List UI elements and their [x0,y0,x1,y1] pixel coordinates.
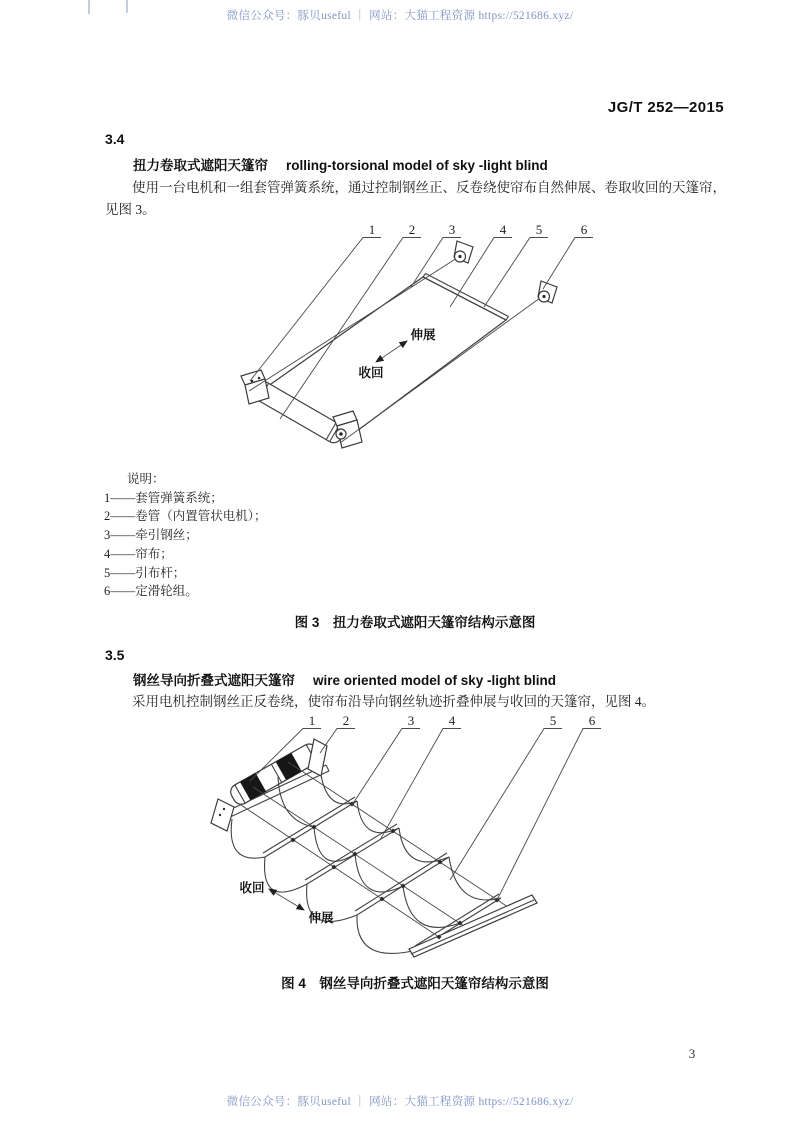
figure4-callout-2: 2 [342,713,350,728]
figure4-callout-1: 1 [308,713,316,728]
legend-title: 说明： [127,472,165,486]
legend-item: 5——引布杆； [104,565,186,580]
figure3-callout-6: 6 [580,222,588,237]
definition-3-4-line1: 使用一台电机和一组套管弹簧系统，通过控制钢丝正、反卷绕使帘布自然伸展、卷取收回的天篷帘， [132,180,726,195]
figure4-callout-6: 6 [588,713,596,728]
term-3-5-cn: 钢丝导向折叠式遮阳天篷帘 [133,673,295,688]
extend-label: 伸展 [308,911,334,925]
figure3-callout-2: 2 [408,222,416,237]
figure3-callout-1: 1 [368,222,376,237]
page-number: 3 [688,1046,696,1061]
legend-item: 2——卷管（内置管状电机）； [104,509,267,524]
term-3-5 [133,669,556,689]
definition-3-4 [105,177,733,220]
figure3-callout-5: 5 [535,222,543,237]
guide-wires [238,762,508,937]
section-number-3-4: 3.4 [105,131,125,147]
term-3-4-en: rolling-torsional model of sky -light blind [286,158,548,173]
definition-3-4-line2: 见图 3。 [105,201,156,217]
figure4-callout-5: 5 [549,713,557,728]
legend-item: 6——定滑轮组。 [104,584,198,599]
fixed-pulley-2 [538,281,557,303]
figure3-caption: 图 3 扭力卷取式遮阳天篷帘结构示意图 [294,615,536,630]
extend-label: 伸展 [410,328,436,342]
roller-motor-tube [228,741,323,807]
definition-3-5-line1: 采用电机控制钢丝正反卷绕，使帘布沿导向钢丝轨迹折叠伸展与收回的天篷帘，见图 4。 [132,694,656,709]
definition-3-5 [105,691,733,713]
legend-item: 3——牵引钢丝； [104,528,198,543]
figure4-callout-4: 4 [448,713,456,728]
figure4-callout-3: 3 [407,713,415,728]
legend-item: 1——套管弹簧系统； [104,490,223,505]
standard-number: JG/T 252—2015 [607,99,724,116]
figure4-caption: 图 4 钢丝导向折叠式遮阳天篷帘结构示意图 [281,976,549,991]
figure3-callout-4: 4 [499,222,507,237]
figure3-callout-3: 3 [448,222,456,237]
legend-item: 4——帘布； [104,546,173,561]
term-3-5-en: wire oriented model of sky -light blind [313,673,557,688]
section-number-3-5: 3.5 [105,647,125,663]
figure4-diagram [130,713,730,958]
figure3-legend [104,470,267,601]
watermark-top: 微信公众号：豚贝useful ｜ 网站：大猫工程资源 https://521686.xyz/ [226,10,574,22]
term-3-4 [133,154,548,174]
fixed-pulley-1 [454,241,473,263]
retract-label: 收回 [239,881,265,895]
figure3-diagram [130,221,730,466]
left-bracket [211,799,234,831]
term-3-4-cn: 扭力卷取式遮阳天篷帘 [133,158,268,173]
watermark-bottom: 微信公众号：豚贝useful ｜ 网站：大猫工程资源 https://521686.xyz/ [226,1096,574,1108]
retract-label: 收回 [358,366,384,380]
